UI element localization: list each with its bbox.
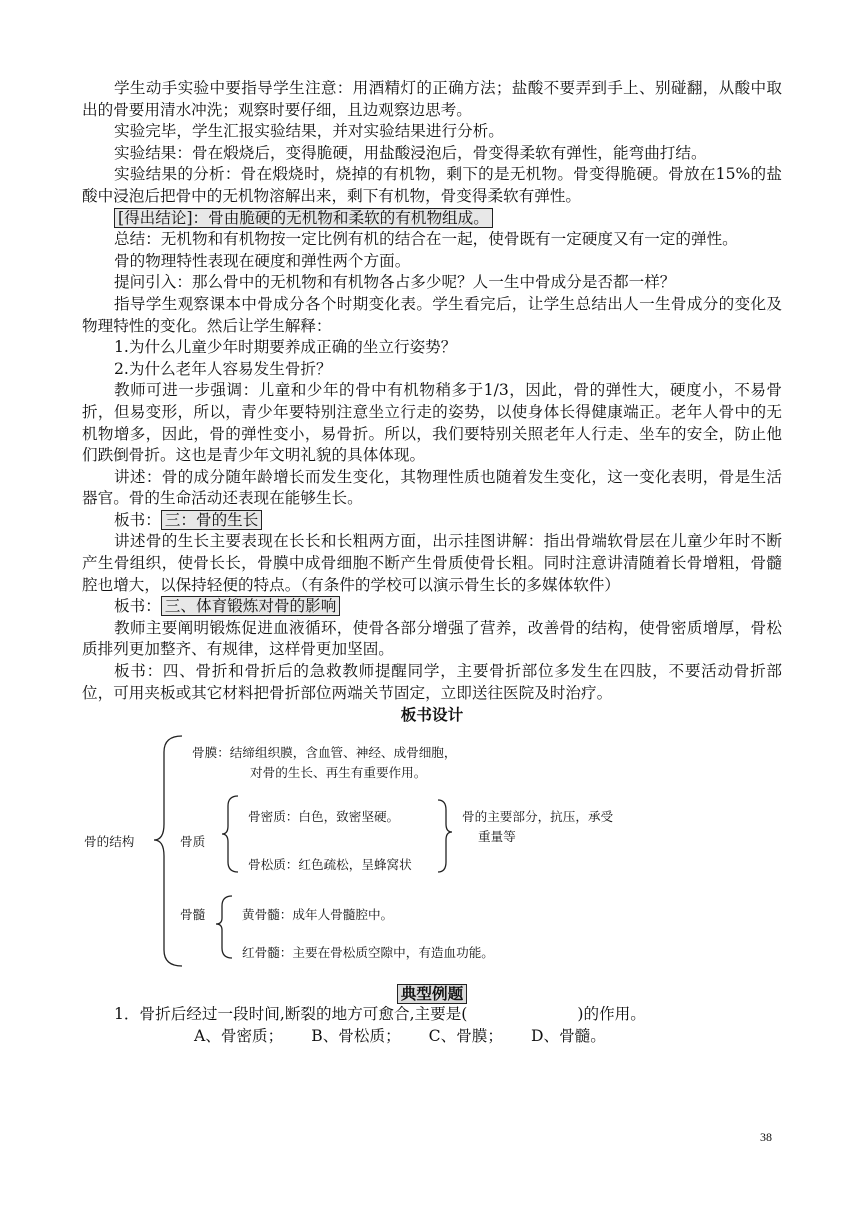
marrow-brace (216, 896, 232, 958)
periosteum-line1: 骨膜：结缔组织膜，含血管、神经、成骨细胞， (192, 745, 457, 761)
diagram-root: 骨的结构 (84, 834, 135, 850)
answer-options (82, 1026, 782, 1048)
yellow-marrow: 黄骨髓：成年人骨髓腔中。 (242, 907, 394, 923)
paragraph: 教师可进一步强调：儿童和少年的骨中有机物稍多于1/3，因此，骨的弹性大，硬度小，不易骨折，但易变形，所以，青少年要特别注意坐立行走的姿势，以使身体长得健康端正。老年人骨中的无机物增多，因此，骨的弹性变小，易骨折。所以，我们要特别关照老年人行走、坐车的安全，防止他们跌倒骨折。这也是青少年文明礼貌的具体体现。 (82, 381, 782, 465)
board-note (82, 596, 782, 618)
example-heading: 典型例题 (397, 984, 467, 1004)
spongy-bone: 骨松质：红色疏松，呈蜂窝状 (248, 857, 412, 873)
example-question (82, 1004, 782, 1026)
paragraph: 板书：四、骨折和骨折后的急救教师提醒同学，主要骨折部位多发生在四肢，不要活动骨折部位，可用夹板或其它材料把骨折部位两端关节固定，立即送往医院及时治疗。 (82, 662, 782, 702)
red-marrow: 红骨髓：主要在骨松质空隙中，有造血功能。 (242, 945, 494, 961)
substance-brace (222, 796, 238, 872)
paragraph: 讲述：骨的成分随年龄增长而发生变化，其物理性质也随着发生变化，这一变化表明，骨是生活器官。骨的生命活动还表现在能够生长。 (82, 467, 782, 508)
design-heading: 板书设计 (400, 706, 464, 725)
paragraph: 实验结果：骨在煅烧后，变得脆硬，用盐酸浸泡后，骨变得柔软有弹性，能弯曲打结。 (114, 143, 707, 162)
question-suffix: )的作用。 (577, 1005, 646, 1024)
substance-note-line1: 骨的主要部分，抗压，承受 (462, 809, 614, 825)
paragraph: 教师主要阐明锻炼促进血液循环，使骨各部分增强了营养，改善骨的结构，使骨密质增厚，骨松质排列更加整齐、有规律，这样骨更加坚固。 (82, 618, 782, 659)
option-b: B、骨松质； (311, 1026, 401, 1045)
paragraph: 实验结果的分析：骨在煅烧时，烧掉的有机物，剩下的是无机物。骨变得脆硬。骨放在15%的盐酸中浸泡后把骨中的无机物溶解出来，剩下有机物，骨变得柔软有弹性。 (82, 165, 782, 205)
conclusion-paragraph (82, 208, 782, 230)
compact-bone: 骨密质：白色，致密坚硬。 (248, 809, 400, 825)
bone-substance-label: 骨质 (180, 834, 206, 850)
diagram-braces (82, 728, 782, 976)
note-brace (438, 800, 452, 872)
option-d: D、骨髓。 (530, 1026, 606, 1045)
example-heading-wrap (82, 982, 782, 1004)
question-1: 1.为什么儿童少年时期要养成正确的坐立行姿势？ (114, 338, 457, 357)
board-prefix: 板书： (114, 597, 161, 616)
board-box-exercise: 三、体育锻炼对骨的影响 (161, 596, 341, 616)
document-page (82, 78, 782, 1047)
paragraph: 提问引入：那么骨中的无机物和有机物各占多少呢？人一生中骨成分是否都一样？ (114, 273, 676, 292)
option-a: A、骨密质； (194, 1026, 284, 1045)
question-prefix: 1．骨折后经过一段时间,断裂的地方可愈合,主要是( (114, 1005, 468, 1024)
marrow-label: 骨髓 (180, 907, 206, 923)
board-note (82, 510, 782, 532)
page-number: 38 (760, 1130, 772, 1144)
paragraph: 讲述骨的生长主要表现在长长和长粗两方面，出示挂图讲解：指出骨端软骨层在儿童少年时不断产生骨组织，使骨长长，骨膜中成骨细胞不断产生骨质使骨长粗。同时注意讲清随着长骨增粗，骨髓腔也增大，以保持轻便的特点。（有条件的学校可以演示骨生长的多媒体软件） (82, 532, 782, 594)
substance-note-line2: 重量等 (478, 829, 516, 845)
conclusion-box: [得出结论]：骨由脆硬的无机物和柔软的有机物组成。 (114, 208, 493, 228)
periosteum-line2: 对骨的生长、再生有重要作用。 (250, 765, 427, 781)
paragraph: 总结：无机物和有机物按一定比例有机的结合在一起，使骨既有一定硬度又有一定的弹性。 (114, 230, 738, 249)
paragraph: 实验完毕，学生汇报实验结果，并对实验结果进行分析。 (114, 122, 504, 141)
question-2: 2.为什么老年人容易发生骨折？ (114, 359, 332, 378)
paragraph: 学生动手实验中要指导学生注意：用酒精灯的正确方法；盐酸不要弄到手上、别碰翻，从酸中取出的骨要用清水冲洗；观察时要仔细，且边观察边思考。 (82, 79, 782, 119)
main-brace (154, 736, 182, 966)
board-prefix: 板书： (114, 510, 161, 529)
option-c: C、骨膜； (428, 1026, 503, 1045)
paragraph: 骨的物理特性表现在硬度和弹性两个方面。 (114, 251, 411, 270)
paragraph: 指导学生观察课本中骨成分各个时期变化表。学生看完后，让学生总结出人一生骨成分的变化及物理特性的变化。然后让学生解释： (82, 294, 782, 335)
bone-structure-diagram (82, 728, 782, 976)
board-box-growth: 三：骨的生长 (161, 510, 263, 530)
